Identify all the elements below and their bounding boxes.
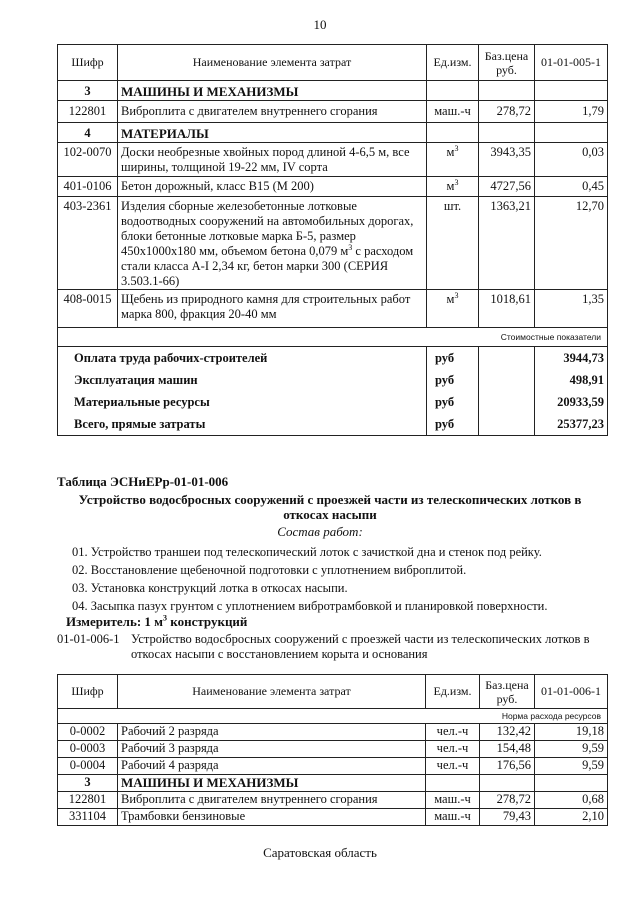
total-value: 3944,73 [535,347,608,370]
table-row [58,177,608,197]
table-row [58,741,608,758]
row-price: 1018,61 [479,290,535,328]
row-unit: $м^3$ [427,143,479,177]
row-price: 176,56 [480,758,535,775]
total-label: Материальные ресурсы [58,391,427,413]
row-unit: маш.-ч [426,809,480,826]
section-code: 3 [58,775,118,792]
table-row [58,758,608,775]
operations-list [72,543,547,615]
page-number: 10 [313,17,327,32]
total-row [58,347,608,370]
row-unit: $м^3$ [427,177,479,197]
row-code: 0-0004 [58,758,118,775]
row-code: 0-0003 [58,741,118,758]
total-row [58,369,608,391]
row-unit: чел.-ч [426,724,480,741]
row-price: 1363,21 [479,197,535,290]
table-row [58,792,608,809]
total-label: Эксплуатация машин [58,369,427,391]
row-name: Изделия сборные железобетонные лотковые водоотводных сооружений на автомобильных дорогах, блоки бетонные лотковые марка Б-5, размер 450х1000х180 мм, объемом бетона 0,079 $м^3$ с расходом стали класса А-I 2,34 кг, бетон марки 300 (СЕРИЯ 3.503.1-66) [118,197,427,290]
list-item: 03. Установка конструкций лотка в откосах насыпи. [72,581,348,595]
row-value: 1,35 [535,290,608,328]
row-code: 0-0002 [58,724,118,741]
total-row [58,413,608,436]
row-value: 9,59 [535,741,608,758]
row-code: 122801 [58,101,118,123]
total-unit: руб [427,347,479,370]
composition-label: Состав работ: [277,524,363,539]
table-row [58,809,608,826]
section-row-machines [58,81,608,101]
row-value: 0,45 [535,177,608,197]
col-header-unit: Ед.изм. [427,45,479,81]
section-title: МАШИНЫ И МЕХАНИЗМЫ [118,81,427,101]
row-unit: шт. [427,197,479,290]
total-unit: руб [427,413,479,436]
table-row [58,143,608,177]
col-header-price: Баз.цена руб. [479,45,535,81]
total-value: 498,91 [535,369,608,391]
row-name: Трамбовки бензиновые [118,809,426,826]
col-header-norm: 01-01-006-1 [535,675,608,709]
row-value: 9,59 [535,758,608,775]
col-header-name: Наименование элемента затрат [118,675,426,709]
cost-indicators-label: Стоимостные показатели [58,328,608,347]
section-code: 4 [58,123,118,143]
table-row [58,290,608,328]
list-item: 04. Засыпка пазух грунтом с уплотнением вибротрамбовкой и планировкой поверхности. [72,599,548,613]
row-unit: чел.-ч [426,758,480,775]
row-value: 1,79 [535,101,608,123]
col-header-norm: 01-01-005-1 [535,45,608,81]
table-label: Таблица ЭСНиЕРр-01-01-006 [57,474,229,489]
section-row-materials [58,123,608,143]
row-price: 154,48 [480,741,535,758]
meter-label: Измеритель: 1 $м^3$ конструкций [66,613,248,629]
section-title: МАТЕРИАЛЫ [118,123,427,143]
list-item: 02. Восстановление щебеночной подготовки с уплотнением виброплитой. [72,563,467,577]
section-code: 3 [58,81,118,101]
total-unit: руб [427,391,479,413]
row-name: Доски необрезные хвойных пород длиной 4-6,5 м, все ширины, толщиной 19-22 мм, IV сорта [118,143,427,177]
row-name: Рабочий 3 разряда [118,741,426,758]
row-code: 403-2361 [58,197,118,290]
row-code: 408-0015 [58,290,118,328]
row-name: Щебень из природного камня для строительных работ марка 800, фракция 20-40 мм [118,290,427,328]
cost-indicators-header [58,328,608,347]
row-price: 278,72 [479,101,535,123]
row-unit: чел.-ч [426,741,480,758]
section-title: МАШИНЫ И МЕХАНИЗМЫ [118,775,426,792]
item-description: Устройство водосбросных сооружений с проезжей части из телескопических лотков в откосах насыпи с восстановлением корыта и основания [131,632,590,661]
row-price: 278,72 [480,792,535,809]
col-header-name: Наименование элемента затрат [118,45,427,81]
row-name: Виброплита с двигателем внутреннего сгорания [118,101,427,123]
row-unit: маш.-ч [427,101,479,123]
table-row [58,197,608,290]
list-item: 01. Устройство траншеи под телескопический лоток с зачисткой дна и стенок под рейку. [72,545,542,559]
norm-header [58,709,608,724]
row-code: 122801 [58,792,118,809]
col-header-code: Шифр [58,675,118,709]
row-price: 4727,56 [479,177,535,197]
resource-table-005 [57,44,608,436]
total-unit: руб [427,369,479,391]
row-unit: маш.-ч [426,792,480,809]
row-price: 132,42 [480,724,535,741]
row-value: 0,68 [535,792,608,809]
table-header-row [58,45,608,81]
row-name: Виброплита с двигателем внутреннего сгорания [118,792,426,809]
total-value: 20933,59 [535,391,608,413]
row-code: 102-0070 [58,143,118,177]
row-code: 401-0106 [58,177,118,197]
section-row-machines [58,775,608,792]
row-name: Рабочий 2 разряда [118,724,426,741]
table-row [58,101,608,123]
col-header-unit: Ед.изм. [426,675,480,709]
row-value: 2,10 [535,809,608,826]
row-unit: $м^3$ [427,290,479,328]
row-code: 331104 [58,809,118,826]
section-title: Устройство водосбросных сооружений с проезжей части из телескопических лотков в откосах насыпи [78,492,582,522]
total-label: Всего, прямые затраты [58,413,427,436]
norm-header-label: Норма расхода ресурсов [58,709,608,724]
row-value: 19,18 [535,724,608,741]
row-name: Бетон дорожный, класс В15 (М 200) [118,177,427,197]
col-header-code: Шифр [58,45,118,81]
resource-table-006 [57,674,608,826]
item-code: 01-01-006-1 [57,632,120,646]
col-header-price: Баз.цена руб. [480,675,535,709]
row-name: Рабочий 4 разряда [118,758,426,775]
row-price: 3943,35 [479,143,535,177]
row-price: 79,43 [480,809,535,826]
row-value: 0,03 [535,143,608,177]
total-value: 25377,23 [535,413,608,436]
row-value: 12,70 [535,197,608,290]
page-footer: Саратовская область [263,845,377,860]
total-label: Оплата труда рабочих-строителей [58,347,427,370]
table-row [58,724,608,741]
table-header-row [58,675,608,709]
total-row [58,391,608,413]
